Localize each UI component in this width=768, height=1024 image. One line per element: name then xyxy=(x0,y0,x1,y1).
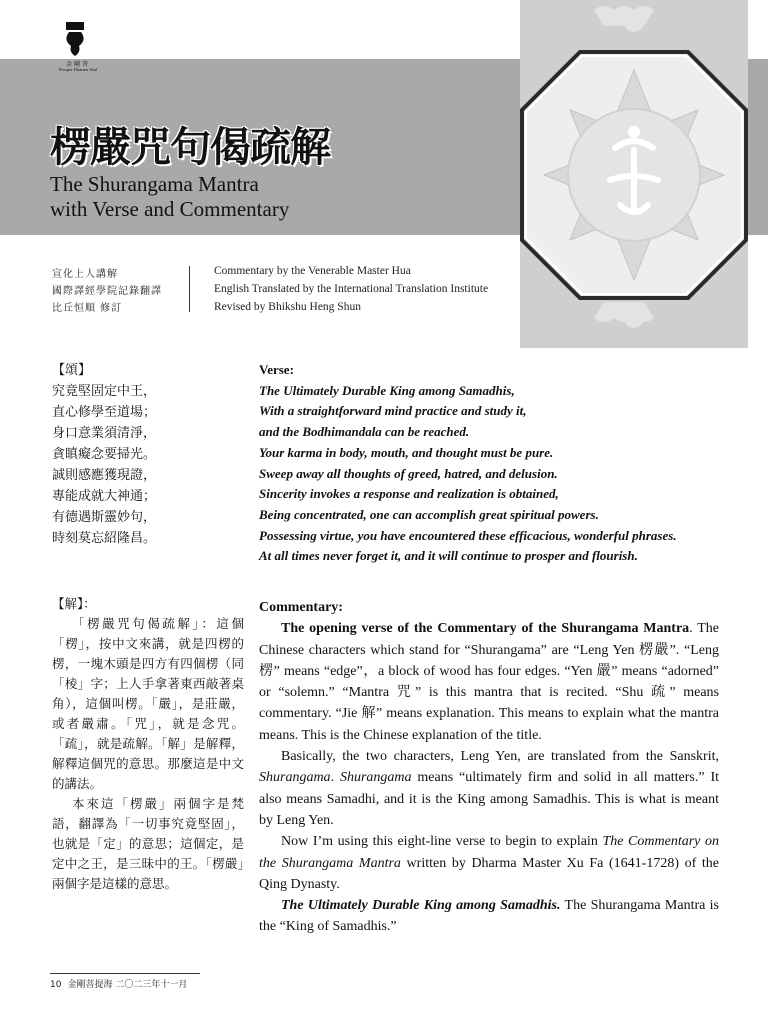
verse-cn-line: 貪瞋癡念要掃光。 xyxy=(52,447,157,462)
logo-english-text: Prosper Dharma Seal xyxy=(58,67,98,72)
verse-cn-line: 時刻莫忘紹隆昌。 xyxy=(52,531,157,546)
verse-cn-line: 誠則感應獲現證， xyxy=(52,468,157,483)
credit-en-line: Revised by Bhikshu Heng Shun xyxy=(214,301,361,313)
mandala-artwork xyxy=(520,0,748,348)
page-number: 10 xyxy=(50,980,62,990)
page-footer xyxy=(50,977,187,990)
verse-cn-line: 身口意業須清淨， xyxy=(52,426,157,441)
commentary-bold-phrase: The opening verse of the Commentary of the Shurangama Mantra xyxy=(281,621,690,637)
commentary-english xyxy=(259,597,719,938)
commentary-chinese xyxy=(52,594,244,894)
verse-en-line: Possessing virtue, you have encountered these efficacious, wonderful phrases. xyxy=(259,527,677,543)
verse-cn-line: 有德遇斯靈妙句， xyxy=(52,510,157,525)
credits-english xyxy=(214,262,488,316)
publisher-logo xyxy=(48,20,118,76)
commentary-en-paragraph xyxy=(259,618,719,746)
title-english xyxy=(50,172,289,222)
verse-cn-heading: 【頌】 xyxy=(52,363,92,378)
credit-cn-line: 宣化上人講解 xyxy=(52,269,118,280)
commentary-text: written by Dharma Master Xu Fa (1641-1728) of the Qing Dynasty. xyxy=(259,855,720,892)
commentary-italic: Shurangama xyxy=(259,770,331,786)
commentary-cn-paragraph: 「楞嚴咒句偈疏解」：這個「楞」，按中文來講，就是四楞的楞，一塊木頭是四方有四個楞（同「棱」字；上人手拿著東西敲著桌角），這個叫楞。「嚴」，是莊嚴，或者嚴肅。「咒」，就是念咒。「疏」，就是疏解。「解」是解釋，解釋這個咒的意思。那麼這是中文的講法。 xyxy=(52,616,244,791)
dharma-seal-logo-icon xyxy=(60,20,90,58)
credit-en-line: Commentary by the Venerable Master Hua xyxy=(214,265,411,277)
commentary-text: The Shurangama Mantra is the “King of Samadhis.” xyxy=(259,898,719,935)
credits-divider xyxy=(189,266,190,312)
credits-chinese xyxy=(52,266,162,317)
verse-en-line: The Ultimately Durable King among Samadhis, xyxy=(259,382,515,398)
verse-en-line: and the Bodhimandala can be reached. xyxy=(259,424,470,440)
commentary-cn-heading: 【解】： xyxy=(52,596,96,611)
publication-name: 金剛菩提海 二〇二三年十一月 xyxy=(67,980,188,990)
commentary-italic: The Commentary on the Shurangama Mantra xyxy=(259,834,719,871)
verse-chinese xyxy=(52,360,156,549)
commentary-text: . xyxy=(330,770,340,786)
verse-en-line: Being concentrated, one can accomplish great spiritual powers. xyxy=(259,506,599,522)
title-chinese: 楞嚴咒句偈疏解 xyxy=(50,123,330,171)
verse-cn-line: 直心修學至道場； xyxy=(52,405,157,420)
logo-chinese-text: 金剛菩 xyxy=(65,61,90,68)
title-english-line-1: The Shurangama Mantra xyxy=(50,172,259,196)
commentary-en-paragraph xyxy=(259,831,719,895)
title-english-line-2: with Verse and Commentary xyxy=(50,197,290,221)
commentary-italic: Shurangama xyxy=(339,770,412,786)
verse-cn-line: 究竟堅固定中王， xyxy=(52,384,157,399)
verse-en-line: Sweep away all thoughts of greed, hatred, and delusion. xyxy=(259,465,558,481)
commentary-text: . The Chinese characters which stand for “Shurangama” are “Leng Yen 楞嚴”. “Leng 楞” means “edge”，a block of wood has four edges. “Yen 嚴” means “adorned” or “solemn.” “Mantra 咒” is this mantra that is recited. “Shu 疏” means commentary. “Jie 解” means explanation. This means to explain what the mantra means. This is the Chinese explanation of the title. xyxy=(259,621,719,743)
commentary-text: Basically, the two characters, Leng Yen, are translated from the Sanskrit, xyxy=(281,749,719,765)
commentary-cn-paragraph: 本來這「楞嚴」兩個字是梵語，翻譯為「一切事究竟堅固」，也就是「定」的意思；這個定，是定中之王，是三昧中的王。「楞嚴」兩個字是這樣的意思。 xyxy=(52,796,244,891)
commentary-en-paragraph xyxy=(259,746,719,831)
credit-cn-line: 比丘恒順 修訂 xyxy=(52,303,123,314)
credit-en-line: English Translated by the International Translation Institute xyxy=(214,283,489,295)
verse-en-line: At all times never forget it, and it will continue to prosper and flourish. xyxy=(259,548,638,564)
verse-en-line: Your karma in body, mouth, and thought must be pure. xyxy=(259,444,554,460)
commentary-bold-italic: The Ultimately Durable King among Samadhis. xyxy=(281,898,561,914)
commentary-text: Now I’m using this eight-line verse to begin to explain xyxy=(281,834,603,850)
commentary-en-paragraph xyxy=(259,895,719,938)
verse-en-line: With a straightforward mind practice and study it, xyxy=(259,403,527,419)
verse-en-line: Sincerity invokes a response and realization is obtained, xyxy=(259,486,559,502)
commentary-text: means “ultimately firm and solid in all matters.” It also means Samadhi, and it is the King among Samadhis. This is what is meant by Leng Yen. xyxy=(259,770,719,828)
commentary-en-heading: Commentary: xyxy=(259,600,343,615)
credit-cn-line: 國際譯經學院記錄翻譯 xyxy=(52,286,162,297)
verse-english xyxy=(259,360,677,567)
verse-cn-line: 專能成就大神通； xyxy=(52,489,157,504)
footer-rule xyxy=(50,973,200,974)
lotus-octagon-illustration xyxy=(520,0,748,348)
verse-en-heading: Verse: xyxy=(259,362,294,377)
